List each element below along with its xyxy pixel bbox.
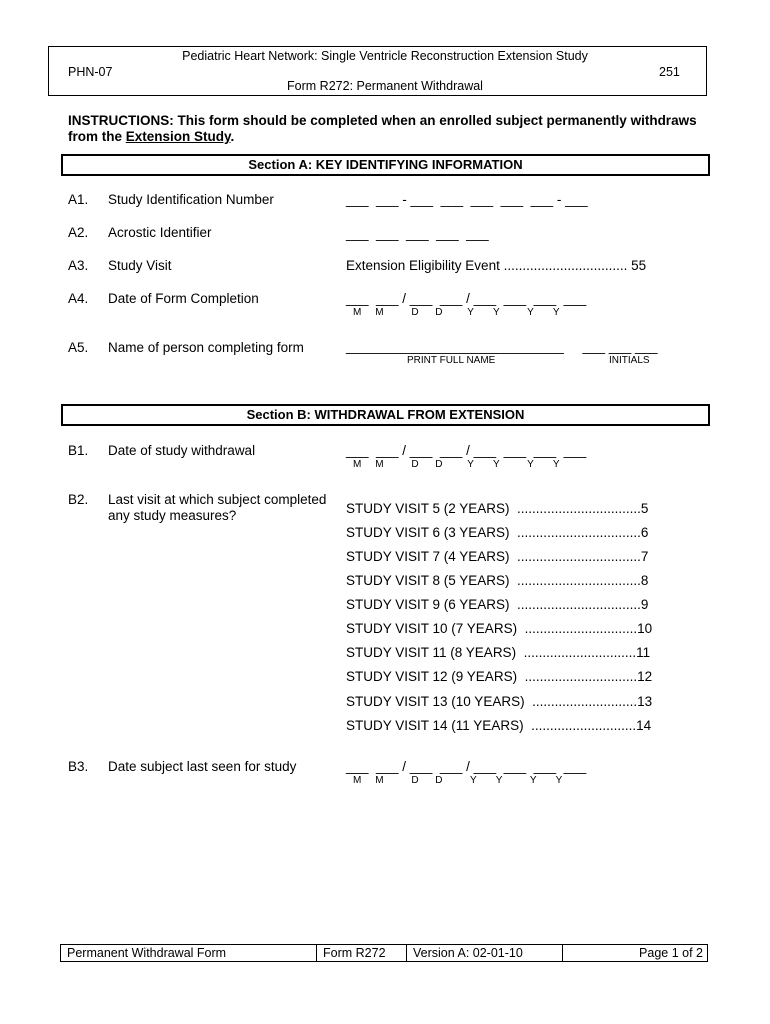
option-visit-6[interactable]: STUDY VISIT 6 (3 YEARS) .................................6 — [346, 525, 649, 540]
option-visit-8[interactable]: STUDY VISIT 8 (5 YEARS) .................................8 — [346, 573, 649, 588]
option-visit-12[interactable]: STUDY VISIT 12 (9 YEARS) ..............................12 — [346, 669, 653, 684]
question-number: A4. — [68, 291, 89, 306]
instructions-underlined: Extension Study — [125, 129, 231, 144]
study-id-field[interactable]: ___ ___ - ___ ___ ___ ___ ___ - ___ — [346, 192, 588, 207]
question-label: any study measures? — [108, 508, 237, 523]
question-label: Date of study withdrawal — [108, 443, 256, 458]
date-sublabels: M M D D Y Y Y Y — [353, 459, 560, 470]
instructions-text: INSTRUCTIONS: This form should be completed when an enrolled subject permanently withdraws from the — [68, 113, 697, 144]
question-number: A5. — [68, 340, 89, 355]
question-number: B1. — [68, 443, 89, 458]
withdrawal-date-field[interactable]: ___ ___ / ___ ___ / ___ ___ ___ ___ — [346, 443, 587, 458]
form-title: Form R272: Permanent Withdrawal — [287, 79, 483, 93]
date-sublabels: M M D D Y Y Y Y — [353, 307, 560, 318]
question-number: A2. — [68, 225, 89, 240]
question-label: Acrostic Identifier — [108, 225, 212, 240]
section-b-header: Section B: WITHDRAWAL FROM EXTENSION — [61, 404, 710, 426]
question-number: A3. — [68, 258, 89, 273]
footer-form-name: Permanent Withdrawal Form — [61, 945, 317, 961]
name-initials-field[interactable]: _____________________________ ___ ___ ___ — [346, 339, 658, 354]
footer-version: Version A: 02-01-10 — [407, 945, 563, 961]
acrostic-field[interactable]: ___ ___ ___ ___ ___ — [346, 226, 489, 241]
last-seen-date-field[interactable]: ___ ___ / ___ ___ / ___ ___ ___ ___ — [346, 759, 587, 774]
question-number: B3. — [68, 759, 89, 774]
question-number: B2. — [68, 492, 89, 507]
option-visit-7[interactable]: STUDY VISIT 7 (4 YEARS) .................................7 — [346, 549, 649, 564]
form-completion-date-field[interactable]: ___ ___ / ___ ___ / ___ ___ ___ ___ — [346, 291, 587, 306]
date-sublabels: M M D D Y Y Y Y — [353, 775, 563, 786]
option-visit-13[interactable]: STUDY VISIT 13 (10 YEARS) ............................13 — [346, 694, 653, 709]
instructions-suffix: . — [230, 129, 235, 144]
footer-form-number: Form R272 — [317, 945, 407, 961]
instructions — [68, 113, 708, 145]
protocol-code: PHN-07 — [68, 65, 113, 79]
option-visit-10[interactable]: STUDY VISIT 10 (7 YEARS) ..............................10 — [346, 621, 653, 636]
option-visit-11[interactable]: STUDY VISIT 11 (8 YEARS) ..............................11 — [346, 645, 651, 660]
option-visit-9[interactable]: STUDY VISIT 9 (6 YEARS) .................................9 — [346, 597, 649, 612]
question-label: Date subject last seen for study — [108, 759, 297, 774]
question-number: A1. — [68, 192, 89, 207]
footer-page-number: Page 1 of 2 — [639, 946, 703, 960]
question-label: Name of person completing form — [108, 340, 304, 355]
form-number: 251 — [659, 65, 680, 79]
option-visit-5[interactable]: STUDY VISIT 5 (2 YEARS) .................................5 — [346, 501, 649, 516]
section-a-header: Section A: KEY IDENTIFYING INFORMATION — [61, 154, 710, 176]
initials-sublabel: INITIALS — [609, 355, 650, 366]
question-label: Last visit at which subject completed — [108, 492, 327, 507]
option-visit-14[interactable]: STUDY VISIT 14 (11 YEARS) ............................14 — [346, 718, 652, 733]
page-footer — [60, 944, 708, 962]
question-label: Study Identification Number — [108, 192, 274, 207]
name-sublabel: PRINT FULL NAME — [407, 355, 496, 366]
study-visit-value: Extension Eligibility Event ................................. 55 — [346, 258, 647, 273]
study-title: Pediatric Heart Network: Single Ventricle Reconstruction Extension Study — [182, 49, 588, 63]
question-label: Date of Form Completion — [108, 291, 259, 306]
question-label: Study Visit — [108, 258, 172, 273]
